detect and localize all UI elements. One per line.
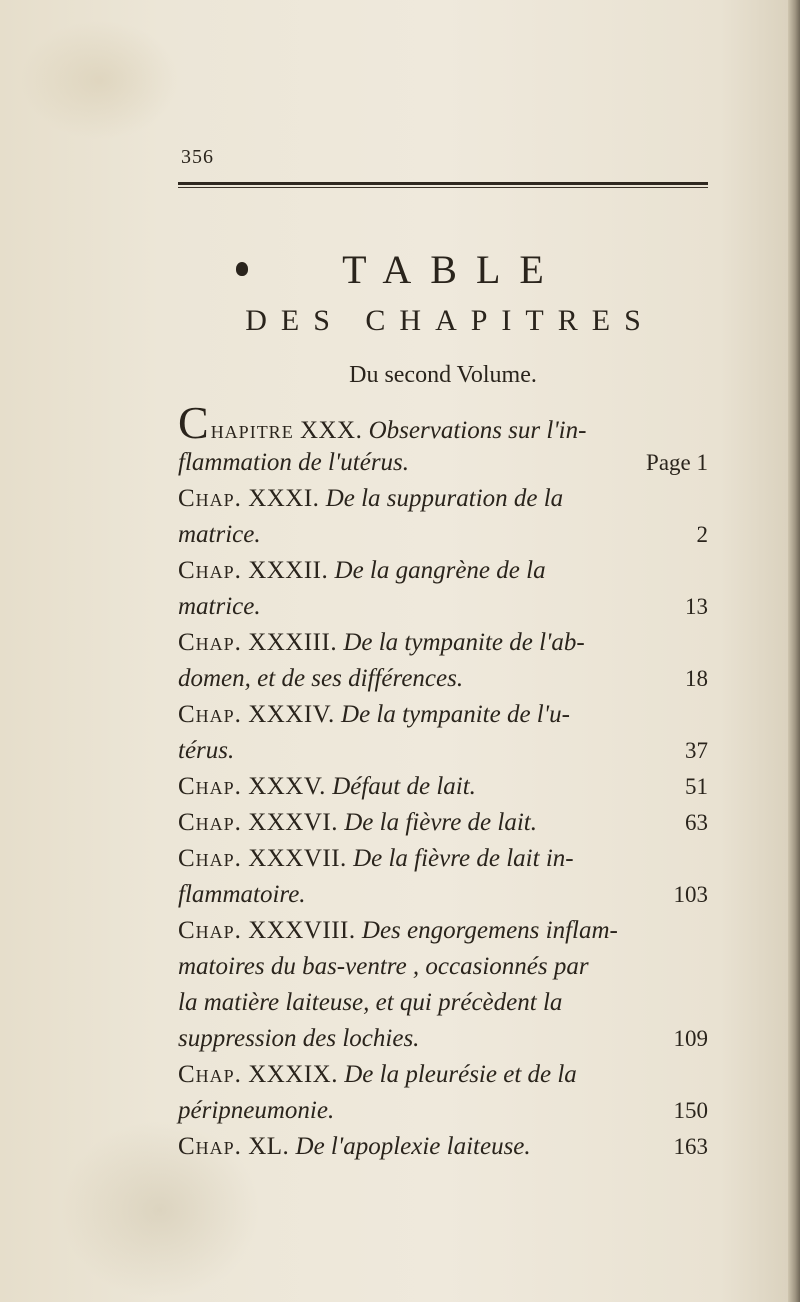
chapter-label	[178, 397, 294, 448]
toc-line	[178, 841, 708, 877]
chapter-number: XXXV.	[248, 773, 326, 800]
toc-line-text	[178, 949, 589, 985]
chapter-label: Chap.	[178, 557, 242, 584]
chapter-title: De la tympanite de l'ab-	[343, 629, 585, 656]
toc-line-text	[178, 589, 261, 625]
toc-line-text	[178, 913, 618, 949]
page-subtitle: DES CHAPITRES	[245, 304, 655, 337]
page-reference: 2	[696, 522, 708, 547]
chapter-title: domen, et de ses différences.	[178, 665, 464, 692]
chapter-label: Chap.	[178, 1133, 242, 1160]
chapter-label: Chap.	[178, 809, 242, 836]
toc-line	[178, 517, 708, 553]
toc-entry	[178, 697, 708, 769]
chapter-title: De la fièvre de lait.	[344, 809, 537, 836]
chapter-title: matrice.	[178, 521, 261, 548]
toc-line	[178, 661, 708, 697]
chapter-label-rest: hapitre	[210, 417, 294, 444]
drop-cap: C	[178, 397, 210, 448]
toc-line-text	[178, 1129, 531, 1165]
chapter-number: XXXVI.	[248, 809, 338, 836]
toc-line	[178, 1093, 708, 1129]
toc-entry	[178, 553, 708, 625]
chapter-number: XXXI.	[248, 485, 320, 512]
toc-line	[178, 625, 708, 661]
toc-entry	[178, 1057, 708, 1129]
chapter-title: térus.	[178, 737, 235, 764]
page-reference: 18	[685, 666, 708, 691]
chapter-title: la matière laiteuse, et qui précèdent la	[178, 989, 563, 1016]
toc-line	[178, 1129, 708, 1165]
toc-entry	[178, 841, 708, 913]
page-reference: 150	[673, 1098, 708, 1123]
chapter-title: De la tympanite de l'u-	[341, 701, 570, 728]
toc-line-text	[178, 841, 574, 877]
toc-entry	[178, 913, 708, 1057]
header-rule	[178, 182, 708, 185]
chapter-title: péripneumonie.	[178, 1097, 335, 1124]
chapter-label: Chap.	[178, 1061, 242, 1088]
page-reference: 13	[685, 594, 708, 619]
page-title: TABLE	[342, 247, 563, 292]
toc-line-text	[178, 805, 537, 841]
chapter-title: matrice.	[178, 593, 261, 620]
chapter-title: Observations sur l'in-	[368, 417, 587, 444]
chapter-label: Chap.	[178, 629, 242, 656]
toc-line	[178, 769, 708, 805]
chapter-number: XXXIX.	[248, 1061, 338, 1088]
toc-entry	[178, 1129, 708, 1165]
chapter-number: XXXIV.	[248, 701, 335, 728]
toc-line-text	[178, 445, 409, 481]
toc-line-text	[178, 985, 562, 1021]
toc-line-text	[178, 1093, 334, 1129]
toc-line-text	[178, 1021, 419, 1057]
page-reference: 163	[673, 1134, 708, 1159]
chapter-number: XXXVII.	[248, 845, 347, 872]
toc-entry	[178, 769, 708, 805]
chapter-number: XXXIII.	[248, 629, 338, 656]
chapter-title: De la pleurésie et de la	[344, 1061, 577, 1088]
toc-line-text	[178, 1057, 577, 1093]
page-reference: 51	[685, 774, 708, 799]
toc-line	[178, 697, 708, 733]
toc-entry	[178, 481, 708, 553]
page-number: 356	[181, 146, 214, 168]
chapter-title: flammation de l'utérus.	[178, 449, 410, 476]
chapter-label: Chap.	[178, 917, 242, 944]
paper-stain	[20, 20, 180, 140]
toc-line	[178, 985, 708, 1021]
chapter-label: Chap.	[178, 773, 242, 800]
toc-line-text	[178, 769, 476, 805]
chapter-title: matoires du bas-ventre , occasionnés par	[178, 953, 589, 980]
toc-line-text	[178, 553, 546, 589]
page-reference: 109	[673, 1026, 708, 1051]
page-reference: Page 1	[646, 450, 708, 475]
toc-entry	[178, 625, 708, 697]
chapter-title: De la suppuration de la	[325, 485, 564, 512]
toc-line	[178, 589, 708, 625]
toc-line-text	[178, 733, 234, 769]
page-reference: 103	[673, 882, 708, 907]
page-reference: 37	[685, 738, 708, 763]
toc-line	[178, 949, 708, 985]
header-rule-thin	[178, 187, 708, 188]
toc-line-text	[178, 625, 585, 661]
toc-line-text	[178, 697, 570, 733]
chapter-title: De la fièvre de lait in-	[353, 845, 574, 872]
toc-line	[178, 877, 708, 913]
toc-entry	[178, 805, 708, 841]
chapter-title: Défaut de lait.	[332, 773, 476, 800]
toc-line	[178, 733, 708, 769]
toc-line-text	[178, 661, 463, 697]
toc-line-text	[178, 481, 563, 517]
chapter-number: XXX.	[299, 417, 363, 444]
chapter-title: De la gangrène de la	[334, 557, 546, 584]
page-reference: 63	[685, 810, 708, 835]
chapter-number: XXXVIII.	[248, 917, 356, 944]
toc-line-text	[178, 517, 261, 553]
toc-line	[178, 1021, 708, 1057]
toc-line	[178, 1057, 708, 1093]
chapter-number: XXXII.	[248, 557, 329, 584]
chapter-label: Chap.	[178, 845, 242, 872]
chapter-number: XL.	[248, 1133, 290, 1160]
toc-line	[178, 553, 708, 589]
toc-entry	[178, 397, 708, 481]
toc-line	[178, 913, 708, 949]
toc-line	[178, 397, 708, 448]
book-spine-edge	[788, 0, 800, 1302]
chapter-label: Chap.	[178, 701, 242, 728]
chapter-title: De l'apoplexie laiteuse.	[295, 1133, 531, 1160]
volume-caption: Du second Volume.	[349, 362, 537, 388]
chapter-title: suppression des lochies.	[178, 1025, 420, 1052]
table-of-contents	[178, 397, 708, 1165]
toc-line	[178, 805, 708, 841]
toc-line-text	[178, 877, 306, 913]
chapter-title: Des engorgemens inflam-	[361, 917, 618, 944]
toc-line	[178, 481, 708, 517]
chapter-label: Chap.	[178, 485, 242, 512]
chapter-title: flammatoire.	[178, 881, 306, 908]
